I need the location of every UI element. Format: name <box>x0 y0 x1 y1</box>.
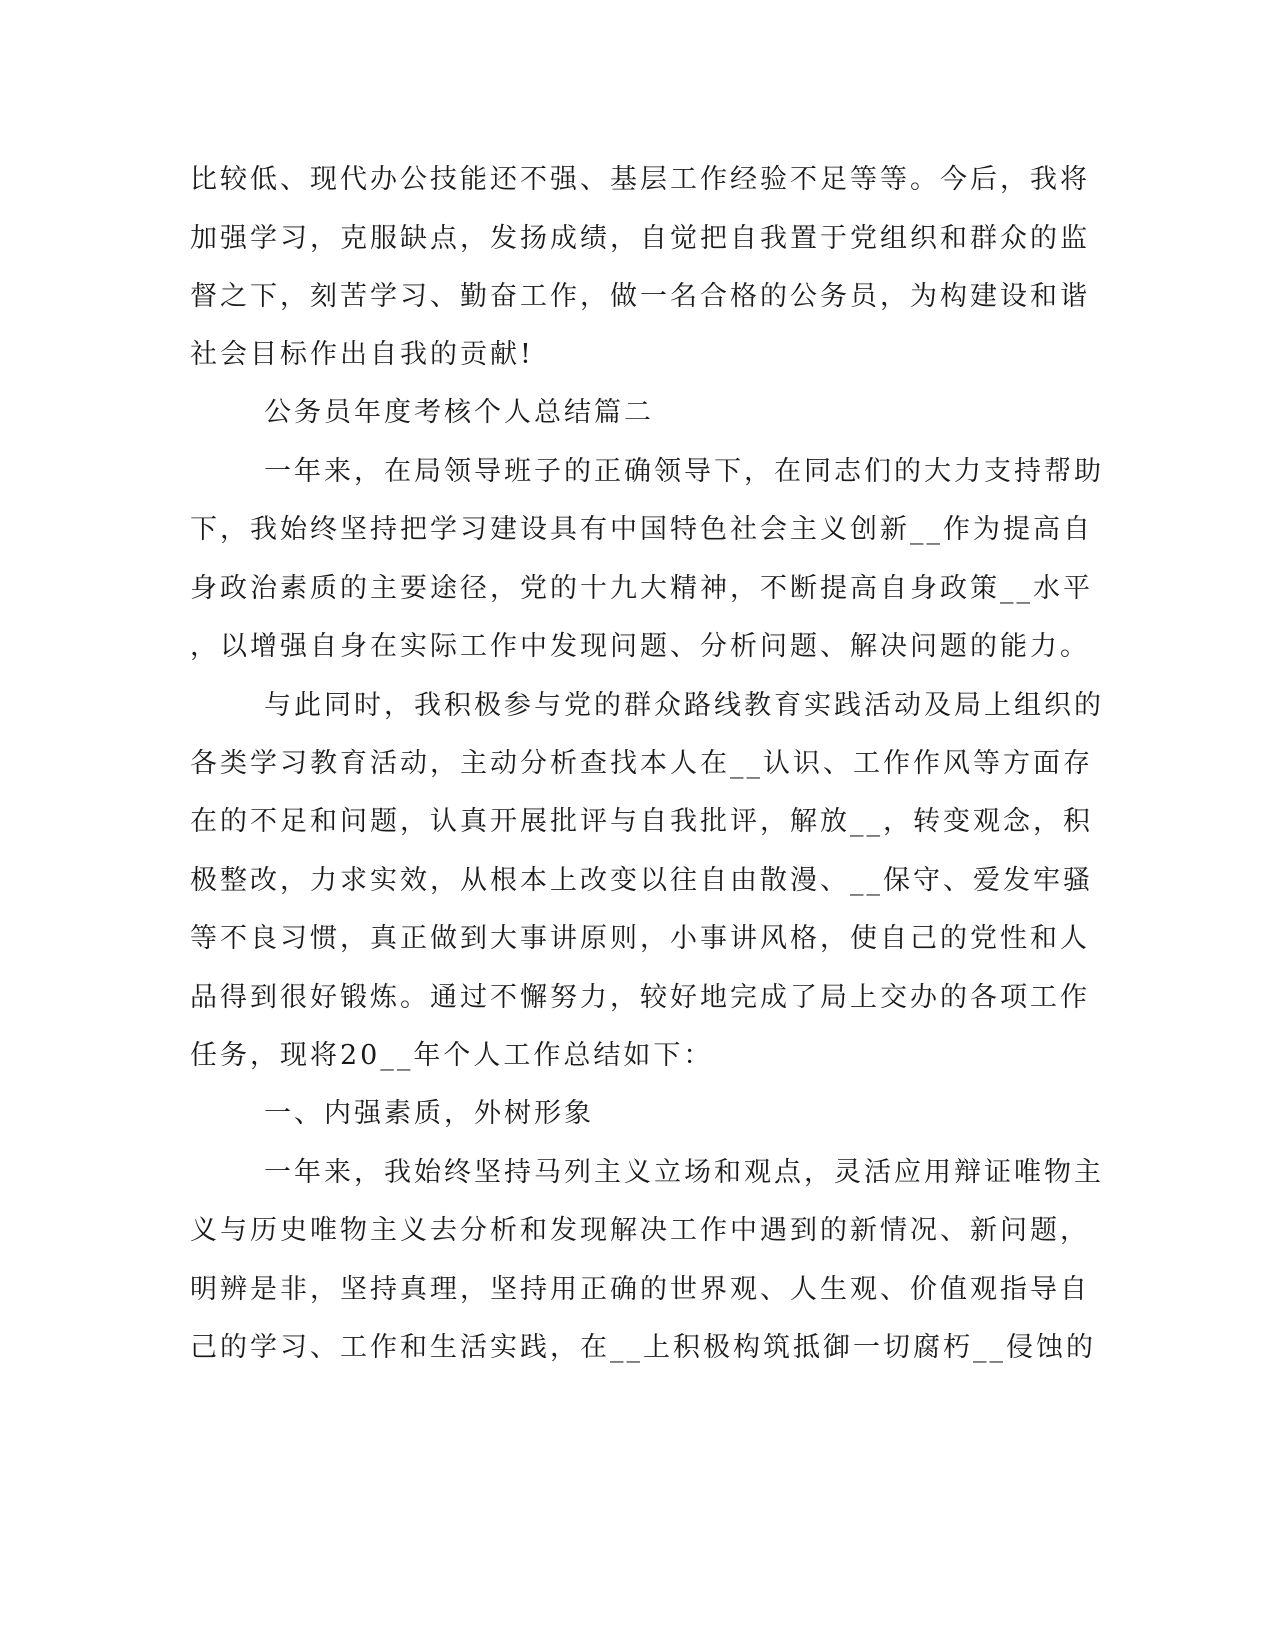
text-line: 在的不足和问题，认真开展批评与自我批评，解放__，转变观念，积 <box>190 806 1093 837</box>
subsection-heading: 一、内强素质，外树形象 <box>264 1098 594 1129</box>
text-line: 下，我始终坚持把学习建设具有中国特色社会主义创新__作为提高自 <box>190 514 1093 545</box>
text-line: 比较低、现代办公技能还不强、基层工作经验不足等等。今后，我将 <box>190 164 1090 195</box>
text-line: 与此同时，我积极参与党的群众路线教育实践活动及局上组织的 <box>264 690 1104 721</box>
text-line: 督之下，刻苦学习、勤奋工作，做一名合格的公务员，为构建设和谐 <box>190 281 1090 312</box>
text-line: 任务，现将20__年个人工作总结如下： <box>190 1040 714 1071</box>
text-line: 各类学习教育活动，主动分析查找本人在__认识、工作作风等方面存 <box>190 748 1093 779</box>
text-line: 一年来，在局领导班子的正确领导下，在同志们的大力支持帮助 <box>264 456 1104 487</box>
text-line: 等不良习惯，真正做到大事讲原则，小事讲风格，使自己的党性和人 <box>190 923 1090 954</box>
text-line: 一年来，我始终坚持马列主义立场和观点，灵活应用辩证唯物主 <box>264 1157 1104 1188</box>
text-line: ，以增强自身在实际工作中发现问题、分析问题、解决问题的能力。 <box>190 631 1090 662</box>
text-line: 义与历史唯物主义去分析和发现解决工作中遇到的新情况、新问题， <box>190 1215 1090 1246</box>
text-line: 社会目标作出自我的贡献! <box>190 339 534 370</box>
section-heading: 公务员年度考核个人总结篇二 <box>264 397 654 428</box>
text-line: 身政治素质的主要途径，党的十九大精神，不断提高自身政策__水平 <box>190 573 1093 604</box>
text-line: 极整改，力求实效，从根本上改变以往自由散漫、__保守、爱发牢骚 <box>190 865 1093 896</box>
text-line: 己的学习、工作和生活实践，在__上积极构筑抵御一切腐朽__侵蚀的 <box>190 1332 1096 1363</box>
text-line: 明辨是非，坚持真理，坚持用正确的世界观、人生观、价值观指导自 <box>190 1274 1090 1305</box>
text-line: 品得到很好锻炼。通过不懈努力，较好地完成了局上交办的各项工作 <box>190 982 1090 1013</box>
text-line: 加强学习，克服缺点，发扬成绩，自觉把自我置于党组织和群众的监 <box>190 223 1090 254</box>
